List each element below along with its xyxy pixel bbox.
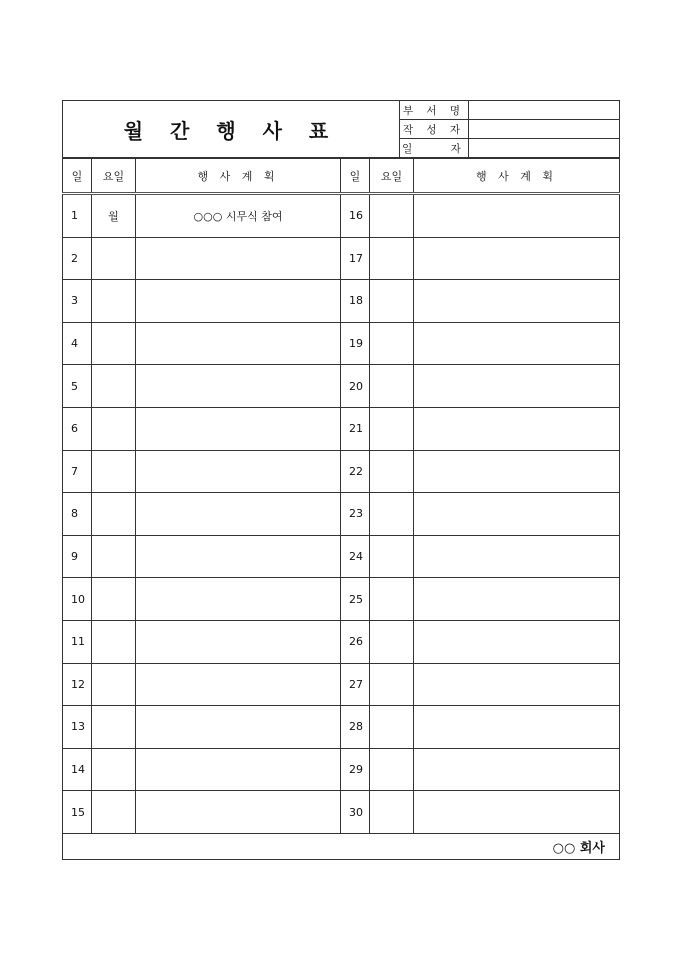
plan-cell-right[interactable] xyxy=(414,706,620,749)
plan-cell-left[interactable] xyxy=(136,237,341,280)
plan-cell-right[interactable] xyxy=(414,620,620,663)
table-row xyxy=(63,322,620,365)
weekday-cell-right[interactable] xyxy=(370,493,414,536)
weekday-cell-right[interactable] xyxy=(370,535,414,578)
day-cell-right: 18 xyxy=(341,280,370,323)
day-cell-right: 20 xyxy=(341,365,370,408)
weekday-cell-right[interactable] xyxy=(370,322,414,365)
weekday-cell-right[interactable] xyxy=(370,450,414,493)
weekday-cell-left[interactable] xyxy=(92,450,136,493)
day-cell-right: 22 xyxy=(341,450,370,493)
day-cell-right: 16 xyxy=(341,194,370,238)
table-row xyxy=(63,791,620,834)
day-cell-left: 2 xyxy=(63,237,92,280)
plan-cell-right[interactable] xyxy=(414,493,620,536)
col-plan-right: 행 사 계 획 xyxy=(414,159,620,194)
plan-cell-left[interactable] xyxy=(136,706,341,749)
plan-cell-left[interactable] xyxy=(136,748,341,791)
day-cell-left: 7 xyxy=(63,450,92,493)
plan-cell-right[interactable] xyxy=(414,578,620,621)
day-cell-right: 27 xyxy=(341,663,370,706)
table-row xyxy=(63,620,620,663)
plan-cell-right[interactable] xyxy=(414,194,620,238)
plan-cell-left[interactable] xyxy=(136,578,341,621)
col-weekday-left: 요일 xyxy=(92,159,136,194)
weekday-cell-right[interactable] xyxy=(370,791,414,834)
department-field[interactable] xyxy=(469,101,620,120)
plan-cell-left[interactable] xyxy=(136,663,341,706)
weekday-cell-right[interactable] xyxy=(370,748,414,791)
schedule-table xyxy=(62,158,620,860)
weekday-cell-right[interactable] xyxy=(370,365,414,408)
col-weekday-right: 요일 xyxy=(370,159,414,194)
plan-cell-right[interactable] xyxy=(414,407,620,450)
footer-row xyxy=(63,833,620,859)
day-cell-left: 14 xyxy=(63,748,92,791)
table-row xyxy=(63,535,620,578)
col-day-right: 일 xyxy=(341,159,370,194)
day-cell-right: 25 xyxy=(341,578,370,621)
date-label: 일 자 xyxy=(400,139,469,158)
table-row xyxy=(63,748,620,791)
table-row xyxy=(63,194,620,238)
plan-cell-left[interactable] xyxy=(136,280,341,323)
monthly-event-sheet xyxy=(62,100,619,860)
day-cell-left: 13 xyxy=(63,706,92,749)
column-header-row xyxy=(63,159,620,194)
weekday-cell-left[interactable]: 월 xyxy=(92,194,136,238)
table-row xyxy=(63,237,620,280)
day-cell-left: 11 xyxy=(63,620,92,663)
weekday-cell-right[interactable] xyxy=(370,620,414,663)
plan-cell-left[interactable] xyxy=(136,535,341,578)
day-cell-right: 28 xyxy=(341,706,370,749)
weekday-cell-right[interactable] xyxy=(370,706,414,749)
table-row xyxy=(63,280,620,323)
weekday-cell-left[interactable] xyxy=(92,322,136,365)
weekday-cell-left[interactable] xyxy=(92,706,136,749)
day-cell-right: 19 xyxy=(341,322,370,365)
day-cell-left: 15 xyxy=(63,791,92,834)
table-row xyxy=(63,706,620,749)
weekday-cell-left[interactable] xyxy=(92,407,136,450)
day-cell-left: 3 xyxy=(63,280,92,323)
day-cell-left: 10 xyxy=(63,578,92,621)
weekday-cell-left[interactable] xyxy=(92,620,136,663)
plan-cell-right[interactable] xyxy=(414,237,620,280)
day-cell-right: 17 xyxy=(341,237,370,280)
plan-cell-left[interactable] xyxy=(136,322,341,365)
company-name: ○○ 회사 xyxy=(63,833,620,859)
weekday-cell-right[interactable] xyxy=(370,663,414,706)
author-field[interactable] xyxy=(469,120,620,139)
plan-cell-right[interactable] xyxy=(414,791,620,834)
day-cell-left: 4 xyxy=(63,322,92,365)
day-cell-right: 29 xyxy=(341,748,370,791)
table-row xyxy=(63,578,620,621)
weekday-cell-right[interactable] xyxy=(370,407,414,450)
day-cell-left: 5 xyxy=(63,365,92,408)
weekday-cell-right[interactable] xyxy=(370,280,414,323)
weekday-cell-right[interactable] xyxy=(370,578,414,621)
table-row xyxy=(63,407,620,450)
plan-cell-left[interactable]: ○○○ 시무식 참여 xyxy=(136,194,341,238)
plan-cell-right[interactable] xyxy=(414,663,620,706)
plan-cell-right[interactable] xyxy=(414,748,620,791)
page-title: 월 간 행 사 표 xyxy=(63,101,400,158)
plan-cell-right[interactable] xyxy=(414,450,620,493)
weekday-cell-left[interactable] xyxy=(92,535,136,578)
plan-cell-left[interactable] xyxy=(136,450,341,493)
col-plan-left: 행 사 계 획 xyxy=(136,159,341,194)
day-cell-left: 9 xyxy=(63,535,92,578)
day-cell-right: 24 xyxy=(341,535,370,578)
weekday-cell-right[interactable] xyxy=(370,237,414,280)
plan-cell-left[interactable] xyxy=(136,620,341,663)
author-label: 작 성 자 xyxy=(400,120,469,139)
plan-cell-left[interactable] xyxy=(136,791,341,834)
day-cell-left: 1 xyxy=(63,194,92,238)
weekday-cell-left[interactable] xyxy=(92,791,136,834)
table-row xyxy=(63,663,620,706)
weekday-cell-left[interactable] xyxy=(92,578,136,621)
day-cell-right: 21 xyxy=(341,407,370,450)
plan-cell-left[interactable] xyxy=(136,407,341,450)
col-day-left: 일 xyxy=(63,159,92,194)
day-cell-right: 23 xyxy=(341,493,370,536)
day-cell-left: 8 xyxy=(63,493,92,536)
weekday-cell-left[interactable] xyxy=(92,493,136,536)
header-table xyxy=(62,100,620,158)
table-row xyxy=(63,450,620,493)
weekday-cell-left[interactable] xyxy=(92,663,136,706)
department-label: 부 서 명 xyxy=(400,101,469,120)
plan-cell-right[interactable] xyxy=(414,280,620,323)
plan-cell-right[interactable] xyxy=(414,365,620,408)
plan-cell-left[interactable] xyxy=(136,365,341,408)
weekday-cell-left[interactable] xyxy=(92,365,136,408)
plan-cell-left[interactable] xyxy=(136,493,341,536)
day-cell-left: 12 xyxy=(63,663,92,706)
day-cell-left: 6 xyxy=(63,407,92,450)
date-field[interactable] xyxy=(469,139,620,158)
weekday-cell-right[interactable] xyxy=(370,194,414,238)
day-cell-right: 30 xyxy=(341,791,370,834)
table-row xyxy=(63,493,620,536)
day-cell-right: 26 xyxy=(341,620,370,663)
table-row xyxy=(63,365,620,408)
plan-cell-right[interactable] xyxy=(414,322,620,365)
weekday-cell-left[interactable] xyxy=(92,237,136,280)
weekday-cell-left[interactable] xyxy=(92,280,136,323)
weekday-cell-left[interactable] xyxy=(92,748,136,791)
plan-cell-right[interactable] xyxy=(414,535,620,578)
